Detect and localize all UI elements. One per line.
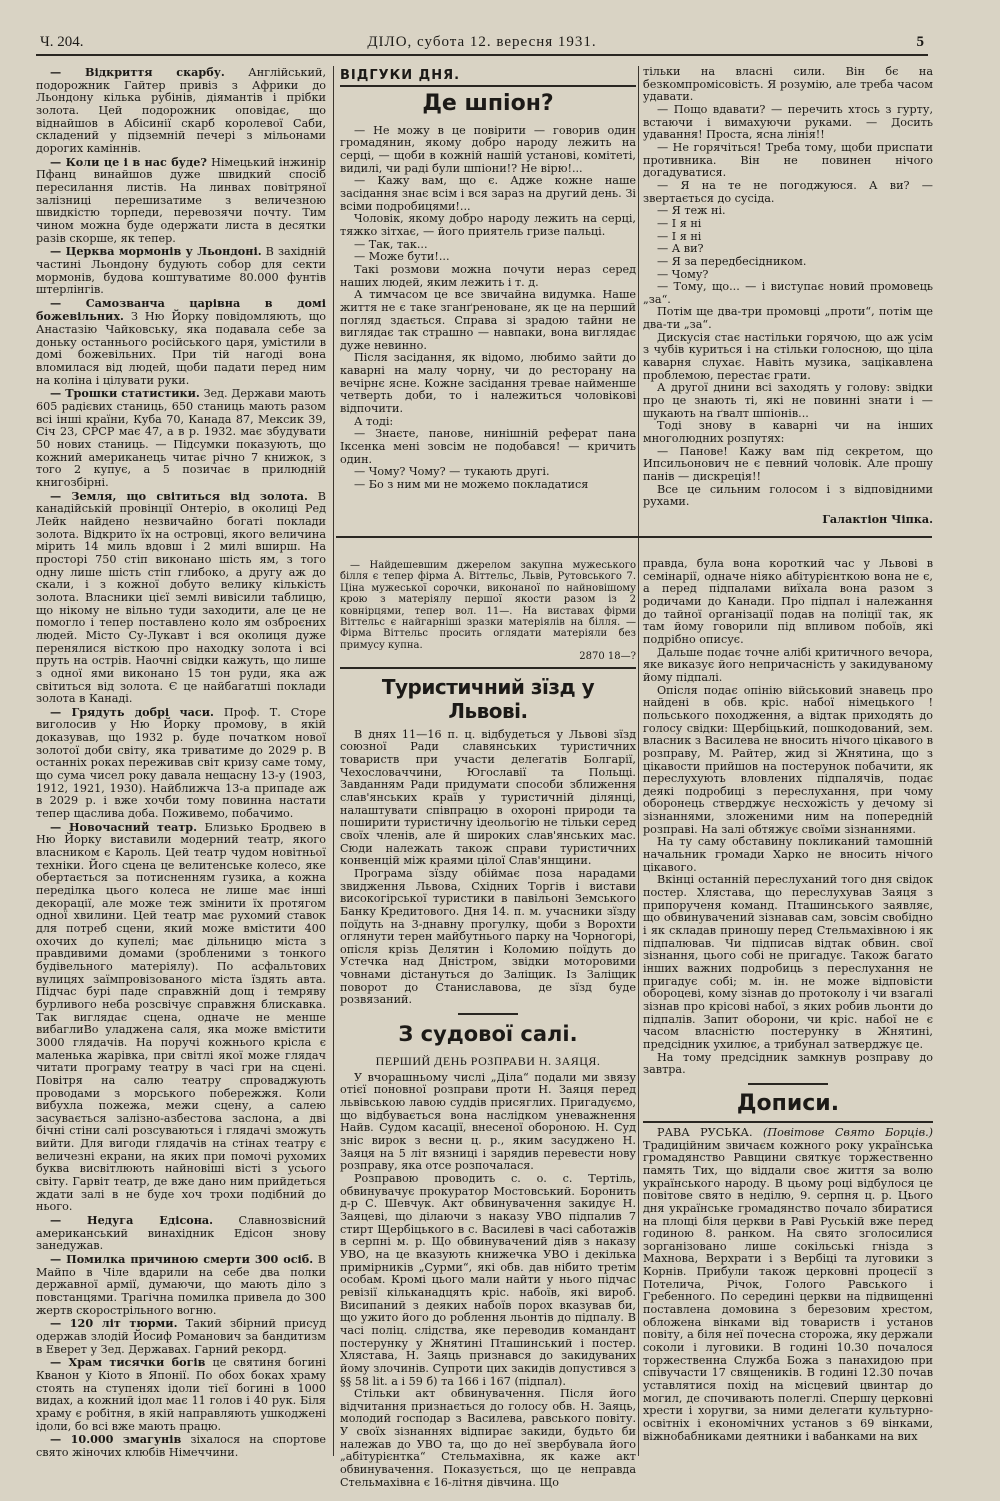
court-body-continued	[643, 558, 933, 1077]
court-paragraph: У вчорашньому числі „Діла“ подали ми звязу отієї поновної розправи проти Н. Заяця перед львівською лавою суддів присяглих. Пригадуємо, що відбувається вона наслідком уневажнення Найв. Судом касації, внесеної обороною. Н. Суд зніс вирок з весни ц. р., яким засуджено Н. Заяця на 5 літ вязниці і зарядив перевести нову розправу, яка отсе розпочалася.	[340, 1070, 636, 1173]
lower-right-column	[643, 558, 933, 1458]
news-briefs-column	[36, 65, 327, 1459]
article-paragraph: — Кажу вам, що є. Адже кожне наше засідання знає всім і вся зараз на другий день. Зі всіми подробицями!...	[340, 174, 636, 213]
article-paragraph: тільки на власні сили. Він бє на безкомпромісовість. Я розумію, але треба часом удавати.	[643, 65, 933, 104]
article-paragraph: Тоді знову в каварні чи на інших многолюдних розпутях:	[643, 419, 933, 446]
brief-headline: — Новочасний театр.	[50, 819, 197, 834]
dopysy-place-note: (Повітове Свято Борців.)	[762, 1125, 934, 1139]
dopysy-title: Дописи.	[736, 1090, 840, 1116]
brief-text: В канадійській провінції Онтеріо, в околиці Ред Лейк найдено незвичайно богаті поклади золота. Відкрито їх на островці, якого величина мірить 14 миль вдовш і 2 милі вширш. На просторі 750 стіп виконано шість ям, з того одну лише шість стіп глибоко, а другу аж до скали, і з кожної добуто велику кількість золота. Власники цієї землі вивісили таблицю, що нікому не вільно туди заходити, але це не помогло і тепер поставлено коло ям озброєних людей. Місто Су-Лукавт і вся околиця дуже перенялися вісткою про находку золота і всі пруть на острів. Наочні свідки кажуть, що лише з одної ями виконано 15 тон руди, яка аж світиться від золота. Є це найбагатші поклади золота в Канаді.	[36, 489, 327, 706]
brief-headline: — 10.000 змагунів	[50, 1432, 182, 1447]
news-brief	[36, 245, 326, 297]
brief-headline: — Помилка причиною смерти 300 осіб.	[50, 1252, 314, 1267]
brief-headline: — Церква мормонів у Льондоні.	[50, 244, 262, 259]
article-paragraph: — Пощо вдавати? — перечить хтось з гурту, встаючи і вимахуючи руками. — Досить удавання! Проста, ясна лінія!!	[643, 102, 933, 142]
rule	[643, 1121, 933, 1123]
article-paragraph: — Я на те не погоджуюся. А ви? — звертається до сусіда.	[643, 178, 933, 205]
article-paragraph: — Знаєте, панове, нинішній реферат пана Іксенка мені зовсім не подобався! — кричить один.	[340, 427, 636, 466]
article-paragraph: — Я теж ні.	[657, 204, 726, 218]
dopysy-text: Традиційним звичаєм кожного року українська громадянство Равщини святкує торжественно память Тих, що віддали своє життя за волю українського народу. В цьому році відбулося це повітове свято в неділю, 9. серпня ц. р. Цього дня українське громадянство почало збиратися на площі біля церкви в Раві Руській вже перед годиною 8. ранком. На свято зголосилися зорганізовано лише сокільські гнізда з Махнова, Верхрати і з Вербіці та луговики з Корнів. Прибули також церковні процесії з Потелича, Річок, Голого Равського і Гребенного. По середині церкви на підвищенні поставлена домовина з березовим хрестом, обложена вінками від товариств і установ повіту, а біля неї почесна сторожа, яку держали соколи і луговики. В годині 10.30 почалося торжественна Служба Божа з панахидою при співучасти 17 священиків. В годині 12.30 почав уставлятися похід на місцевий цвинтар до могил, де спочивають полеглі. Спершу церковні хрести і хоругви, за ними делегати культурно-освітніх і економічних установ з 69 вінками, віжнобабниками деятники і вабанками на вих	[643, 1138, 933, 1443]
news-brief	[36, 490, 326, 706]
article-paragraph: Такі розмови можна почути нераз серед наших людей, яким лежить і т. д.	[340, 262, 636, 289]
article-paragraph: — Не горячіться! Треба тому, щоби приспати противника. Він не повинен нічого догадуватися.	[643, 140, 933, 180]
author-signature: Галактіон Чіпка.	[822, 511, 933, 526]
end-rule	[458, 1013, 518, 1015]
brief-text: В західній частині Льондону будують собор для секти мормонів, будова коштуватиме 80.000 фунтів штерлінгів.	[36, 245, 326, 297]
end-rule	[748, 1083, 828, 1085]
article-paragraph: Після засідання, як відомо, любимо зайти до каварні на малу чорну, чи до ресторану на вечірнє ясне. Кожне засідання тревае найменше четверть доби, то і належиться чоловікові відпочити.	[340, 351, 636, 416]
ad-text: — Найдешевшим джерелом закупна мужеського білля є тепер фірма А. Віттельс, Львів, Рутовського 7. Ціна мужеської сорочки, виконаної по найновішому крою з матеріялу першої якости разом із 2 ковнірцями, тепер вол. 11—. На виставах фірми Віттельс є найгарніші зразки матеріялів на білля. — Фірма Віттельс просить оглядати матеріяли без примусу купна.	[340, 560, 636, 651]
court-paragraph: Опісля подає опінію військовий знавець про найдені в обв. кріс. набої німецького ! польського походження, а відтак приходять до голосу свідки: Щербіцький, пошкодований, зем. власник з Василева не вносить нічого цікавого в розправу, М. Райтер, жид зі Жнятина, що з цікавости прийшов на постерунок побачити, як переслухують вловлених підпалячів, подає деякі подробиці з переслухання, при чому оборонець стверджує несхожість у дечому зі зізнаннями, зложеними ним на попередній розправі. На залі обтяжує своїми зізнаннями.	[643, 683, 933, 836]
brief-text: Славнозвісний американський винахідник Едісон знову занедужав.	[36, 1214, 326, 1253]
news-brief	[36, 821, 326, 1214]
news-brief	[36, 297, 326, 388]
section-divider	[336, 536, 932, 538]
news-brief	[36, 1356, 326, 1433]
court-paragraph: На ту саму обставину покликаний тамошній начальник громади Харко не вносить нічого цікавого.	[643, 835, 933, 874]
article-paragraph: — Панове! Кажу вам під секретом, що Ипсильонович не є певний чоловік. Але прошу панів — дискреція!!	[643, 444, 933, 483]
court-paragraph: Стільки акт обвинувачення. Після його відчитання признається до голосу обв. Н. Заяць, молодий господар з Василева, равського повіту. У своїх зізнаннях відпирає закиди, будьто би належав до УВО та, що до неї звербувала його „абітурієнтка“ Стельмахівна, як каже акт обвинувачення. Показується, що це неправда Стельмахівна є 16-літня дівчина. Що	[340, 1387, 636, 1489]
congress-paragraph: В днях 11—16 п. ц. відбудеться у Львові зїзд союзної Ради слaвянських туристичних товариств при участи делегатів Болгарії, Чехословаччини, Югославії та Польщі. Завданням Ради придумати способи зближення слав'янських країв у туристичній ділянці, налаштувати співпрацю в охороні природи та поширити туристичну ідеольогію не тільки серед своїх членів, але й широких слав'янських мас. Сюди належать також справи туристичних конвенцій між краями цілої Слав'янщини.	[340, 727, 636, 868]
brief-headline: — Земля, що світиться від золота.	[50, 488, 308, 503]
article-paragraph: — Може бути!...	[354, 250, 450, 264]
brief-headline: — 120 літ тюрми.	[50, 1316, 178, 1331]
brief-text: Англійський, подорожник Гайтер привіз з Африки до Льондону кількa рубінів, діямантів і прібки золота. Цей подорожник оповідає, що віднайшов в Абісинії скарб королевої Саби, складений у підземній печері з мільонами дорогих каміннів.	[36, 66, 326, 155]
article-paragraph: Все це сильним голосом і з відповідними рухами.	[643, 482, 933, 509]
news-brief	[36, 1214, 326, 1253]
article-paragraph: Дискусія стає настільки горячою, що аж усім з чубів куриться і на стільки голосною, що ціла каварня слухає. Навіть музика, зацікавлена проблемою, перестає грати.	[643, 330, 933, 382]
brief-text: це святиня богині Кванон у Кіото в Японії. По обох боках храму стоять на ступенях ідоли тієї богині в 1000 видах, а кожний ідол має 11 голов і 40 рук. Біля храму є робітня, в якій направляють ушкоджені ідоли, бо всі вже мають працю.	[36, 1356, 326, 1433]
article-paragraph: Потім ще два-три промовці „проти“, потім ще два-ти „за“.	[643, 305, 933, 332]
article-body	[340, 125, 636, 492]
column-divider	[638, 66, 639, 1456]
court-paragraph: На тому предсідник замкнув розправу до завтра.	[643, 1050, 933, 1077]
article-paragraph: — Бо з ним ми не можемо покладатися	[354, 478, 589, 492]
news-brief	[36, 706, 326, 821]
lower-middle-column	[340, 560, 636, 1489]
article-paragraph: — Тому, що... — і виступає новий промовець „за“.	[643, 280, 933, 306]
page-number: 5	[916, 34, 924, 50]
news-brief	[36, 1253, 326, 1317]
vidguky-article	[340, 70, 636, 530]
news-brief	[36, 1433, 326, 1459]
congress-body	[340, 729, 636, 1007]
article-title: Де шпіон?	[422, 90, 554, 116]
court-paragraph: Вкінці останній переслуханий того дня свідок постер. Хлястава, що переслухував Заяця з припорученя команд. Пташинського заявляє, що обвинувачений зізнавав сам, зовсім свобідно і як складав приношу перед Стельмахівною і як підпалював. Чи підписав відтак обвин. свої зізнання, цього собі не пригадує. Також багато інших важних подробиць з переслухання не пригадує собі; м. ін. не може відповісти обороцеві, кому зізнав до протоколу і чи взагалі зізнав про крісові набої, з яких робив льонти до підпалів. Запит оборони, чи кріс. набої не є часом власністю постерунку в Жнятині, предсідник ухилює, а трибунал затверджує це.	[643, 873, 933, 1051]
news-brief	[36, 387, 326, 489]
court-paragraph: Дальше подає точне алібі критичного вечора, яке виказує його непричасність у закидуваному йому підпалі.	[643, 645, 933, 684]
court-body	[340, 1072, 636, 1490]
brief-text: Проф. Т. Сторе виголосив у Ню Йорку промову, в якій доказував, що 1932 р. буде початком нової золотої доби світу, яка триватиме до 2029 р. В останніх роках переживав світ кризу саме тому, що сума чисел року давала нещасну 13-у (1903, 1912, 1921, 1930). Найближча 13-а припаде аж в 2029 р. і вже хочби тому повинна настати тепер щаслива доба. Поживемо, побачимо.	[36, 705, 326, 821]
vidguky-article-continued	[643, 65, 933, 526]
page-header	[36, 32, 928, 56]
dopysy-place: РАВА РУСЬКА.	[657, 1125, 753, 1139]
news-brief	[36, 66, 326, 156]
news-brief	[36, 156, 326, 246]
brief-headline: — Трошки статистики.	[50, 386, 200, 401]
court-title: З судової салі.	[398, 1022, 578, 1047]
newspaper-masthead: ДІЛО, субота 12. вересня 1931.	[367, 34, 597, 50]
news-brief	[36, 1317, 326, 1356]
brief-headline: — Недуга Едісона.	[50, 1213, 214, 1228]
brief-text: В Майпо в Чіле вдарили на себе два полки державної армії, думаючи, що мають діло з повстанцями. Трагічна помилка привела до 300 жертв скорострільного вогню.	[36, 1253, 326, 1317]
brief-text: Такий збірний присуд одержав злодій Йосиф Романович за бандитизм в Еверет у Зед. Державах. Гарний рекорд.	[36, 1317, 327, 1356]
ad-code: 2870 18—?	[579, 651, 636, 663]
article-paragraph: — А ви?	[657, 242, 704, 256]
brief-text: Зед. Держави мають 605 радієвих станиць, 650 станиць мають разом всі інші країни, Куба 70, Канада 87, Мексик 39, Січ 23, СРСР має 47, а в р. 1932. має збудувати 50 нових станиць. — Підсумки показують, що кожний американець читає річно 7 книжок, з того 2 купує, а 5 позичає в прилюдній книгозбірні.	[36, 387, 327, 489]
court-paragraph: Розправою проводить с. о. с. Тертіль, обвинувачує прокуратор Мостовський. Боронить д-р С. Шевчук. Акт обвинувачення закидує Н. Заяцеві, що ділаючи з наказу УВО підпалив 7 стирт Щербіцького в с. Василеві в часі саботажів в серпні м. р. Що обвинувачений діяв з наказу УВО, на це вказують книжечка УВО і декілька примірників „Сурми“, які обв. дав нібито третім особам. Кромі цього мали найти у нього підчас ревізії кільканадцять кріс. набоїв, які вироб. Висипаний з деяких набоїв порох вказував би, що ужито його до роблення льонтів до підпалу. В часі поліц. слідства, яке переводив командант постерунку у Жнятині Пташинський і постер. Хлястава, Н. Заяць признався до закидуваних йому злочинів. Супроти цих закидів допустився з §§ 58 lit. a і 59 б) та 166 і 167 (підпал).	[340, 1172, 636, 1388]
brief-headline: — Коли це і в нас буде?	[50, 154, 207, 169]
brief-text: зіхалося на спортове свято жіночих клюбів Німеччини.	[36, 1433, 326, 1459]
advertisement	[340, 560, 636, 669]
brief-headline: — Відкриття скарбу.	[50, 65, 225, 79]
article-body	[643, 66, 933, 509]
article-paragraph: А тоді:	[354, 414, 394, 428]
article-paragraph: А тимчасом це все звичайна видумка. Наше життя не є таке зганґреноване, як це на перший погляд здається. Справа зі зрадою тайни не виглядає так страшно — навпаки, вона виглядає дуже невинно.	[340, 288, 636, 352]
brief-text: Німецький інжинір Пфанц винайшов дуже швидкий спосіб пересилання листів. На линвах повітряної залізниці перешизатиме з величезною швидкістю торпеди, перевозячи почту. Тим чином можна буде одержати листа в десятки разів скорше, як тепер.	[36, 155, 326, 245]
article-paragraph: — І я ні	[657, 229, 702, 243]
article-paragraph: — Не можу в це повірити — говорив один громадянин, якому добро народу лежить на серці, — щоби в кожній нашій установі, комітеті, видилі, чи раді були шпіони!? Не вірю!...	[340, 123, 636, 175]
article-paragraph: — Чому? Чому? — тукають другі.	[354, 465, 550, 479]
article-paragraph: — Чому?	[657, 267, 709, 281]
article-paragraph: — І я ні	[657, 216, 702, 230]
article-paragraph: Чоловік, якому добро народу лежить на серці, тяжко зітхає, — його приятель гризе пальці.	[340, 212, 636, 238]
column-divider	[333, 66, 334, 1456]
rubric-line	[340, 70, 636, 87]
congress-paragraph: Програма зїзду обіймає поза нарадами звидження Львова, Східних Торгів і вистави високогірської туристики в павільоні Земського Банку Кредитового. Дня 14. п. м. учасники зїзду поїдуть на 3-днавну прогулку, щоби з Ворохти оглянути терен майбутнього парку на Чорногорі, опісля крізь Делятин і Коломию поїдуть до Устечка над Дністром, звідки моторовими човнами дістануться до Заліщик. Із Заліщик поворот до Станиславова, де зїзд буде розвязаний.	[340, 866, 636, 1007]
brief-headline: — Храм тисячки богів	[50, 1355, 206, 1370]
dopysy-paragraph	[643, 1127, 933, 1443]
court-subtitle: ПЕРШИЙ ДЕНЬ РОЗПРАВИ Н. ЗАЯЦЯ.	[375, 1054, 601, 1069]
brief-headline: — Самозванча царівна в домі божевільних.	[36, 295, 326, 324]
congress-title: Туристичний зїзд у Львові.	[381, 674, 595, 723]
article-paragraph: А другої днини всі заходять у голову: звідки про це знають ті, які не повинні знати і — шукають на ґвалт шпіонів...	[643, 381, 933, 420]
court-paragraph: правда, була вона короткий час у Львові в семінарії, одначе ніяко абітурієнткою вона не є, а перед підпалами виїхала вона разом з родичами до Канади. Про підпал і належання до тайної організації подав на поліції так, як там йому говорили під впливом побоїв, які подрібно описує.	[643, 557, 933, 646]
brief-headline: — Грядуть добрі часи.	[50, 704, 214, 719]
issue-number: Ч. 204.	[40, 34, 84, 50]
rubric-title: ВІДГУКИ ДНЯ.	[340, 68, 461, 83]
brief-text: З Ню Йорку повідомляють, що Анастазію Чайковську, яка подавала себе за доньку останнього російського царя, умістили в домі божевільних. При тій нагоді вона вломилася від людей, щоби падати перед ним на коліна і цілувати руки.	[36, 310, 326, 387]
article-paragraph: — Я за передбесідником.	[657, 254, 807, 268]
article-paragraph: — Так, так...	[354, 237, 428, 251]
brief-text: Близько Бродвею в Ню Йорку виставили модерний театр, якого власником є Кароль. Цей театр чудом новітньої техніки. Його сцена це велитенське колесо, яке обертається за потисненням гузика, а кожна переділка цього колеса не лише має інші декорації, але може теж змінити їх протягом одної хвилини. Цей театр має рухомий ставок для потреб сцени, який може вмістити 400 охочих до купелі; має дільницю міста з правдивими домами (зробленими з тонкого будівельного матеріялу). По асфальтових вулицях заїмпровізованого міста їздять авта. Підчас бурі паде справжній дощ і темряву бурливого неба розсвічує справжня блискавка. Так виглядає сцена, одначе не менше вибаглиBo уладжена саля, яка може вмістити 3000 глядачів. На поручі кожнього крісла є маленька жарівка, при світлі якої може глядач читати програму театру в часі гри на сцені. Повітря на салю театру спроваджують проводами з морського побережжя. Коли вибухла пожежа, межи сцену, а салею засувається залізно-азбестова заслона, а дві бічні стіни салі розсуваються і глядачі зможуть вийти. Для вигоди глядачів на стінах театру є величезні екрани, на яких при помочі рухомих буква висвітлюють найновіші вісті з усього світу. Гарвіт театр, де вже дано ним прийдеться ждати залі в не буде хоч трохи подібний до нього.	[36, 820, 326, 1214]
